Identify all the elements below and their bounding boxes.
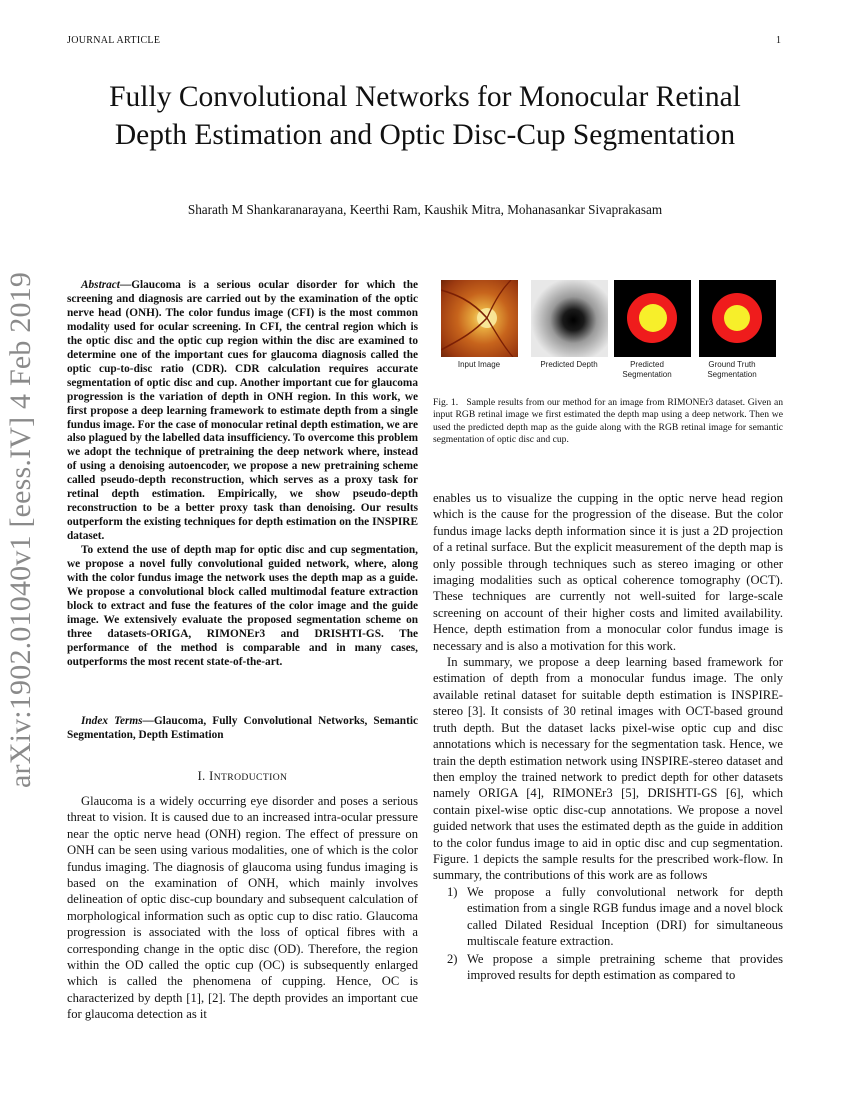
intro-paragraph: Glaucoma is a widely occurring eye disorder and poses a serious threat to vision. It is caused due to an increased intra-ocular pressure near the optic nerve head (ONH) region. The effect of pressure on ONH can be seen using various modalities, one of which is the color fundus imaging. The diagnosis of glaucoma using fundus imaging is based on the examination of ONH, which mainly involves delineation of optic disc-cup boundary and subsequent calculation of morphological information such as optic cup to disc ratio. Glaucoma progression is associated with the loss of optical fibres with a corresponding change in the optic disc (OD). Therefore, the region within the OD called the optic cup (OC) is subsequently enlarged which is called the phenomena of cupping. Hence, OC is characterized by depth [1], [2]. The depth provides an important cue for glaucoma detection as it — [67, 794, 418, 1022]
abstract-dash: — — [119, 279, 132, 291]
index-terms-dash: — — [142, 715, 154, 727]
arxiv-stamp: arXiv:1902.01040v1 [eess.IV] 4 Feb 2019 — [4, 271, 37, 788]
figure-caption — [433, 397, 783, 447]
abstract-label: Abstract — [81, 279, 120, 291]
right-paragraph-2: In summary, we propose a deep learning based framework for estimation of depth from a monocular fundus image. The only available retinal dataset for suitable depth estimation is INSPIRE-stereo [3]. It consists of 30 retinal images with OCT-based ground truth depth. But the dataset lacks pixel-wise optic cup and disc annotations which is necessary for the segmentation task. Hence, we train the depth estimation network using INSPIRE-stereo dataset and then employ the trained network to predict depth for other datasets namely ORIGA [4], RIMONEr3 [5], DRISHTI-GS [6], which contain pixel-wise optic disc-cup annotations. We propose a novel guided network that uses the estimated depth as the guide in addition to the color fundus image to aid in optic disc and cup segmentation. Figure. 1 depicts the sample results for the prescribed work-flow. In summary, the contributions of this work are as follows — [433, 655, 783, 883]
section-title-rest: NTRODUCTION — [213, 772, 288, 783]
predicted-segmentation-image — [614, 280, 691, 357]
right-paragraph-1: enables us to visualize the cupping in the optic nerve head region which is the cause for the progression of the disease. But the color fundus image lacks depth information since it is just a 2D projection of a retinal surface. But the explicit measurement of the depth map is only possible through techniques such as stereo imaging or other imaging modalities such as optical coherence tomography (OCT). These techniques are currently not well-suited for large-scale screening on account of their higher costs and limited availability. Hence, depth estimation from a monocular color fundus image is necessary and is also a motivation for this work. — [433, 491, 783, 653]
section-initial: I — [209, 769, 214, 783]
predicted-depth-image — [531, 280, 608, 357]
figure-label-predicted-seg: Predicted Segmentation — [622, 360, 672, 379]
figure-1 — [440, 280, 785, 380]
list-item-number: 1) — [447, 885, 458, 899]
right-column-body — [433, 490, 783, 884]
contributions-list — [433, 884, 783, 984]
index-terms — [67, 715, 418, 743]
abstract-text-1: Glaucoma is a serious ocular disorder for which the screening and diagnosis are carried out by the examination of the optic nerve head (ONH). The color fundus image (CFI) is the most common modality used for ocular screening. In CFI, the central region which is the optic disc and the optic cup region within the disc are examined to determine one of the important cues for glaucoma diagnosis called the optic cup-to-disc ratio (CDR). CDR calculation requires accurate segmentation of optic disc and cup. Another important cue for glaucoma progression is the variation of depth in ONH region. In this work, we first propose a deep learning framework to estimate depth from a single fundus image. For the case of monocular retinal depth estimation, we are also plagued by the labelled data insufficiency. To overcome this problem we adopt the technique of pretraining the deep network where, instead of using a denoising autoencoder, we propose a new pretraining scheme called pseudo-depth reconstruction, which serves as a proxy task for retinal depth estimation. Empirically, we show pseudo-depth reconstruction to be a better proxy task than denoising. Our results outperform the existing techniques for depth estimation on the INSPIRE dataset. — [67, 279, 418, 543]
list-item — [433, 951, 783, 984]
section-number: I. — [197, 769, 210, 783]
author-list: Sharath M Shankaranarayana, Keerthi Ram, Kaushik Mitra, Mohanasankar Sivaprakasam — [187, 202, 663, 217]
abstract-paragraph-2: To extend the use of depth map for optic disc and cup segmentation, we propose a novel fully convolutional guided network, where, along with the color fundus image the network uses the depth map as a guide. We propose a convolutional block called multimodal feature extraction block to extract and fuse the features of the color image and the guide image. We extensively evaluate the proposed segmentation scheme on three datasets-ORIGA, RIMONEr3 and DRISHTI-GS. The performance of the method is comparable and in many cases, outperforms the most recent state-of-the-art. — [67, 544, 418, 668]
figure-label-ground-truth: Ground Truth Segmentation — [707, 360, 757, 379]
figure-label-input: Input Image — [457, 360, 501, 369]
paper-title: Fully Convolutional Networks for Monocular Retinal Depth Estimation and Optic Disc-Cup Segmentation — [109, 81, 741, 151]
page-number: 1 — [776, 35, 781, 46]
list-item — [433, 884, 783, 950]
abstract — [67, 279, 418, 670]
abstract-paragraph-1 — [67, 279, 418, 544]
index-terms-label: Index Terms — [81, 715, 143, 727]
list-item-number: 2) — [447, 951, 458, 966]
list-item-text: We propose a simple pretraining scheme that provides improved results for depth estimation as compared to — [467, 951, 783, 983]
index-terms-text: Glaucoma, Fully Convolutional Networks, Semantic Segmentation, Depth Estimation — [67, 715, 418, 741]
figure-caption-label: Fig. 1. — [433, 397, 459, 408]
figure-label-depth: Predicted Depth — [540, 360, 598, 369]
input-fundus-image — [441, 280, 518, 357]
journal-header: JOURNAL ARTICLE — [67, 35, 161, 46]
introduction-body — [67, 793, 418, 1023]
figure-caption-text: Sample results from our method for an image from RIMONEr3 dataset. Given an input RGB retinal image we first estimated the depth map using a deep network. Then we used the predicted depth map as the guide along with the RGB retinal image for semantic segmentation of optic disc and cup. — [433, 397, 783, 446]
list-item-text: We propose a fully convolutional network for depth estimation from a single RGB fundus image and a novel block called Dilated Residual Inception (DRI) for simultaneous multiscale feature extraction. — [467, 885, 783, 949]
section-heading-introduction — [67, 769, 418, 784]
ground-truth-segmentation-image — [699, 280, 776, 357]
